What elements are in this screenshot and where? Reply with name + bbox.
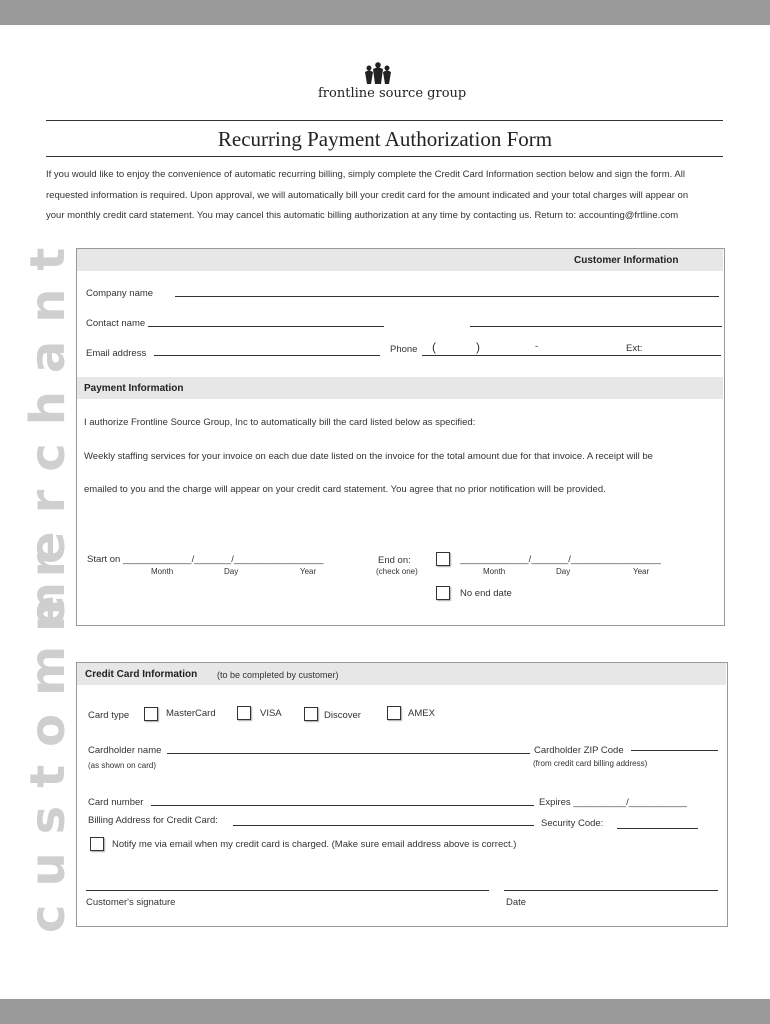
no-end-date-label: No end date: [460, 588, 512, 599]
phone-label: Phone: [390, 344, 418, 355]
contact-name-input[interactable]: [148, 326, 384, 327]
start-day-label: Day: [224, 567, 239, 576]
email-label: Email address: [86, 348, 147, 359]
notify-checkbox[interactable]: [90, 837, 104, 851]
amex-checkbox[interactable]: [387, 706, 401, 720]
company-name-label: Company name: [86, 288, 154, 299]
visa-label: VISA: [260, 708, 282, 719]
zip-label: Cardholder ZIP Code: [534, 745, 624, 756]
intro-line-1: If you would like to enjoy the convenience of automatic recurring billing, simply complete the Credit Card Information section below and sign the form. All: [46, 169, 685, 180]
title-bottom-rule: [46, 156, 723, 157]
merchant-side-label: merchant: [20, 229, 76, 632]
visa-checkbox[interactable]: [237, 706, 251, 720]
billing-address-label: Billing Address for Credit Card:: [88, 815, 218, 826]
page-title: Recurring Payment Authorization Form: [217, 127, 553, 151]
zip-note: (from credit card billing address): [533, 759, 648, 768]
billing-address-input[interactable]: [233, 825, 534, 826]
customer-side-label: customer: [20, 535, 76, 933]
end-date-field[interactable]: _____________/_______/_________________: [460, 554, 661, 565]
cardholder-name-input[interactable]: [167, 753, 530, 754]
payment-desc-1: Weekly staffing services for your invoice on each due date listed on the invoice for the total amount due for that invoice. A receipt will be: [84, 451, 653, 462]
card-number-label: Card number: [88, 797, 144, 808]
top-bar: [0, 0, 770, 25]
logo-figures-icon: [362, 62, 394, 86]
bottom-bar: [0, 999, 770, 1024]
signature-label: Customer's signature: [86, 897, 176, 908]
phone-open-paren: (: [432, 340, 436, 354]
card-type-label: Card type: [88, 710, 130, 721]
as-shown-note: (as shown on card): [88, 761, 157, 770]
security-code-label: Security Code:: [541, 818, 604, 829]
cardholder-name-label: Cardholder name: [88, 745, 162, 756]
title-top-rule: [46, 120, 723, 121]
ext-label: Ext:: [626, 343, 643, 354]
contact-extra-input[interactable]: [470, 326, 722, 327]
phone-dash: -: [535, 341, 539, 352]
check-one-label: (check one): [376, 567, 418, 576]
credit-card-heading: Credit Card Information: [85, 669, 198, 680]
discover-label: Discover: [324, 710, 361, 721]
authorize-text: I authorize Frontline Source Group, Inc to automatically bill the card listed below as specified:: [84, 417, 476, 428]
amex-label: AMEX: [408, 708, 435, 719]
security-code-input[interactable]: [617, 828, 698, 829]
mastercard-label: MasterCard: [166, 708, 216, 719]
date-input[interactable]: [504, 890, 718, 891]
payment-desc-2: emailed to you and the charge will appear on your credit card statement. You agree that no prior notification will be provided.: [84, 484, 606, 495]
signature-input[interactable]: [86, 890, 489, 891]
end-day-label: Day: [556, 567, 571, 576]
date-label: Date: [506, 897, 527, 908]
company-name-input[interactable]: [175, 296, 719, 297]
expires-field[interactable]: Expires __________/___________: [539, 797, 687, 808]
email-input[interactable]: [154, 355, 380, 356]
customer-panel: [76, 662, 728, 927]
discover-checkbox[interactable]: [304, 707, 318, 721]
phone-input[interactable]: [422, 355, 721, 356]
start-on-field[interactable]: Start on _____________/_______/_________________: [87, 554, 324, 565]
intro-line-2: requested information is required. Upon approval, we will automatically bill your credit card for the amount indicated and your total charges will appear on: [46, 190, 689, 201]
phone-close-paren: ): [476, 340, 480, 354]
end-month-label: Month: [483, 567, 506, 576]
credit-card-heading-note: (to be completed by customer): [217, 670, 339, 680]
no-end-date-checkbox[interactable]: [436, 586, 450, 600]
start-year-label: Year: [300, 567, 317, 576]
end-date-checkbox[interactable]: [436, 552, 450, 566]
customer-info-heading: Customer Information: [574, 255, 679, 266]
payment-info-heading: Payment Information: [84, 383, 184, 394]
mastercard-checkbox[interactable]: [144, 707, 158, 721]
card-number-input[interactable]: [151, 805, 534, 806]
zip-input[interactable]: [631, 750, 718, 751]
end-year-label: Year: [633, 567, 650, 576]
logo-text: frontline source group: [318, 86, 467, 101]
intro-line-3: your monthly credit card statement. You may cancel this automatic billing authorization at any time by contacting us. Return to: accounting@frtline.com: [46, 210, 679, 221]
notify-label: Notify me via email when my credit card is charged. (Make sure email address above is correct.): [112, 839, 517, 850]
start-month-label: Month: [151, 567, 174, 576]
end-on-label: End on:: [378, 555, 411, 566]
contact-name-label: Contact name: [86, 318, 146, 329]
